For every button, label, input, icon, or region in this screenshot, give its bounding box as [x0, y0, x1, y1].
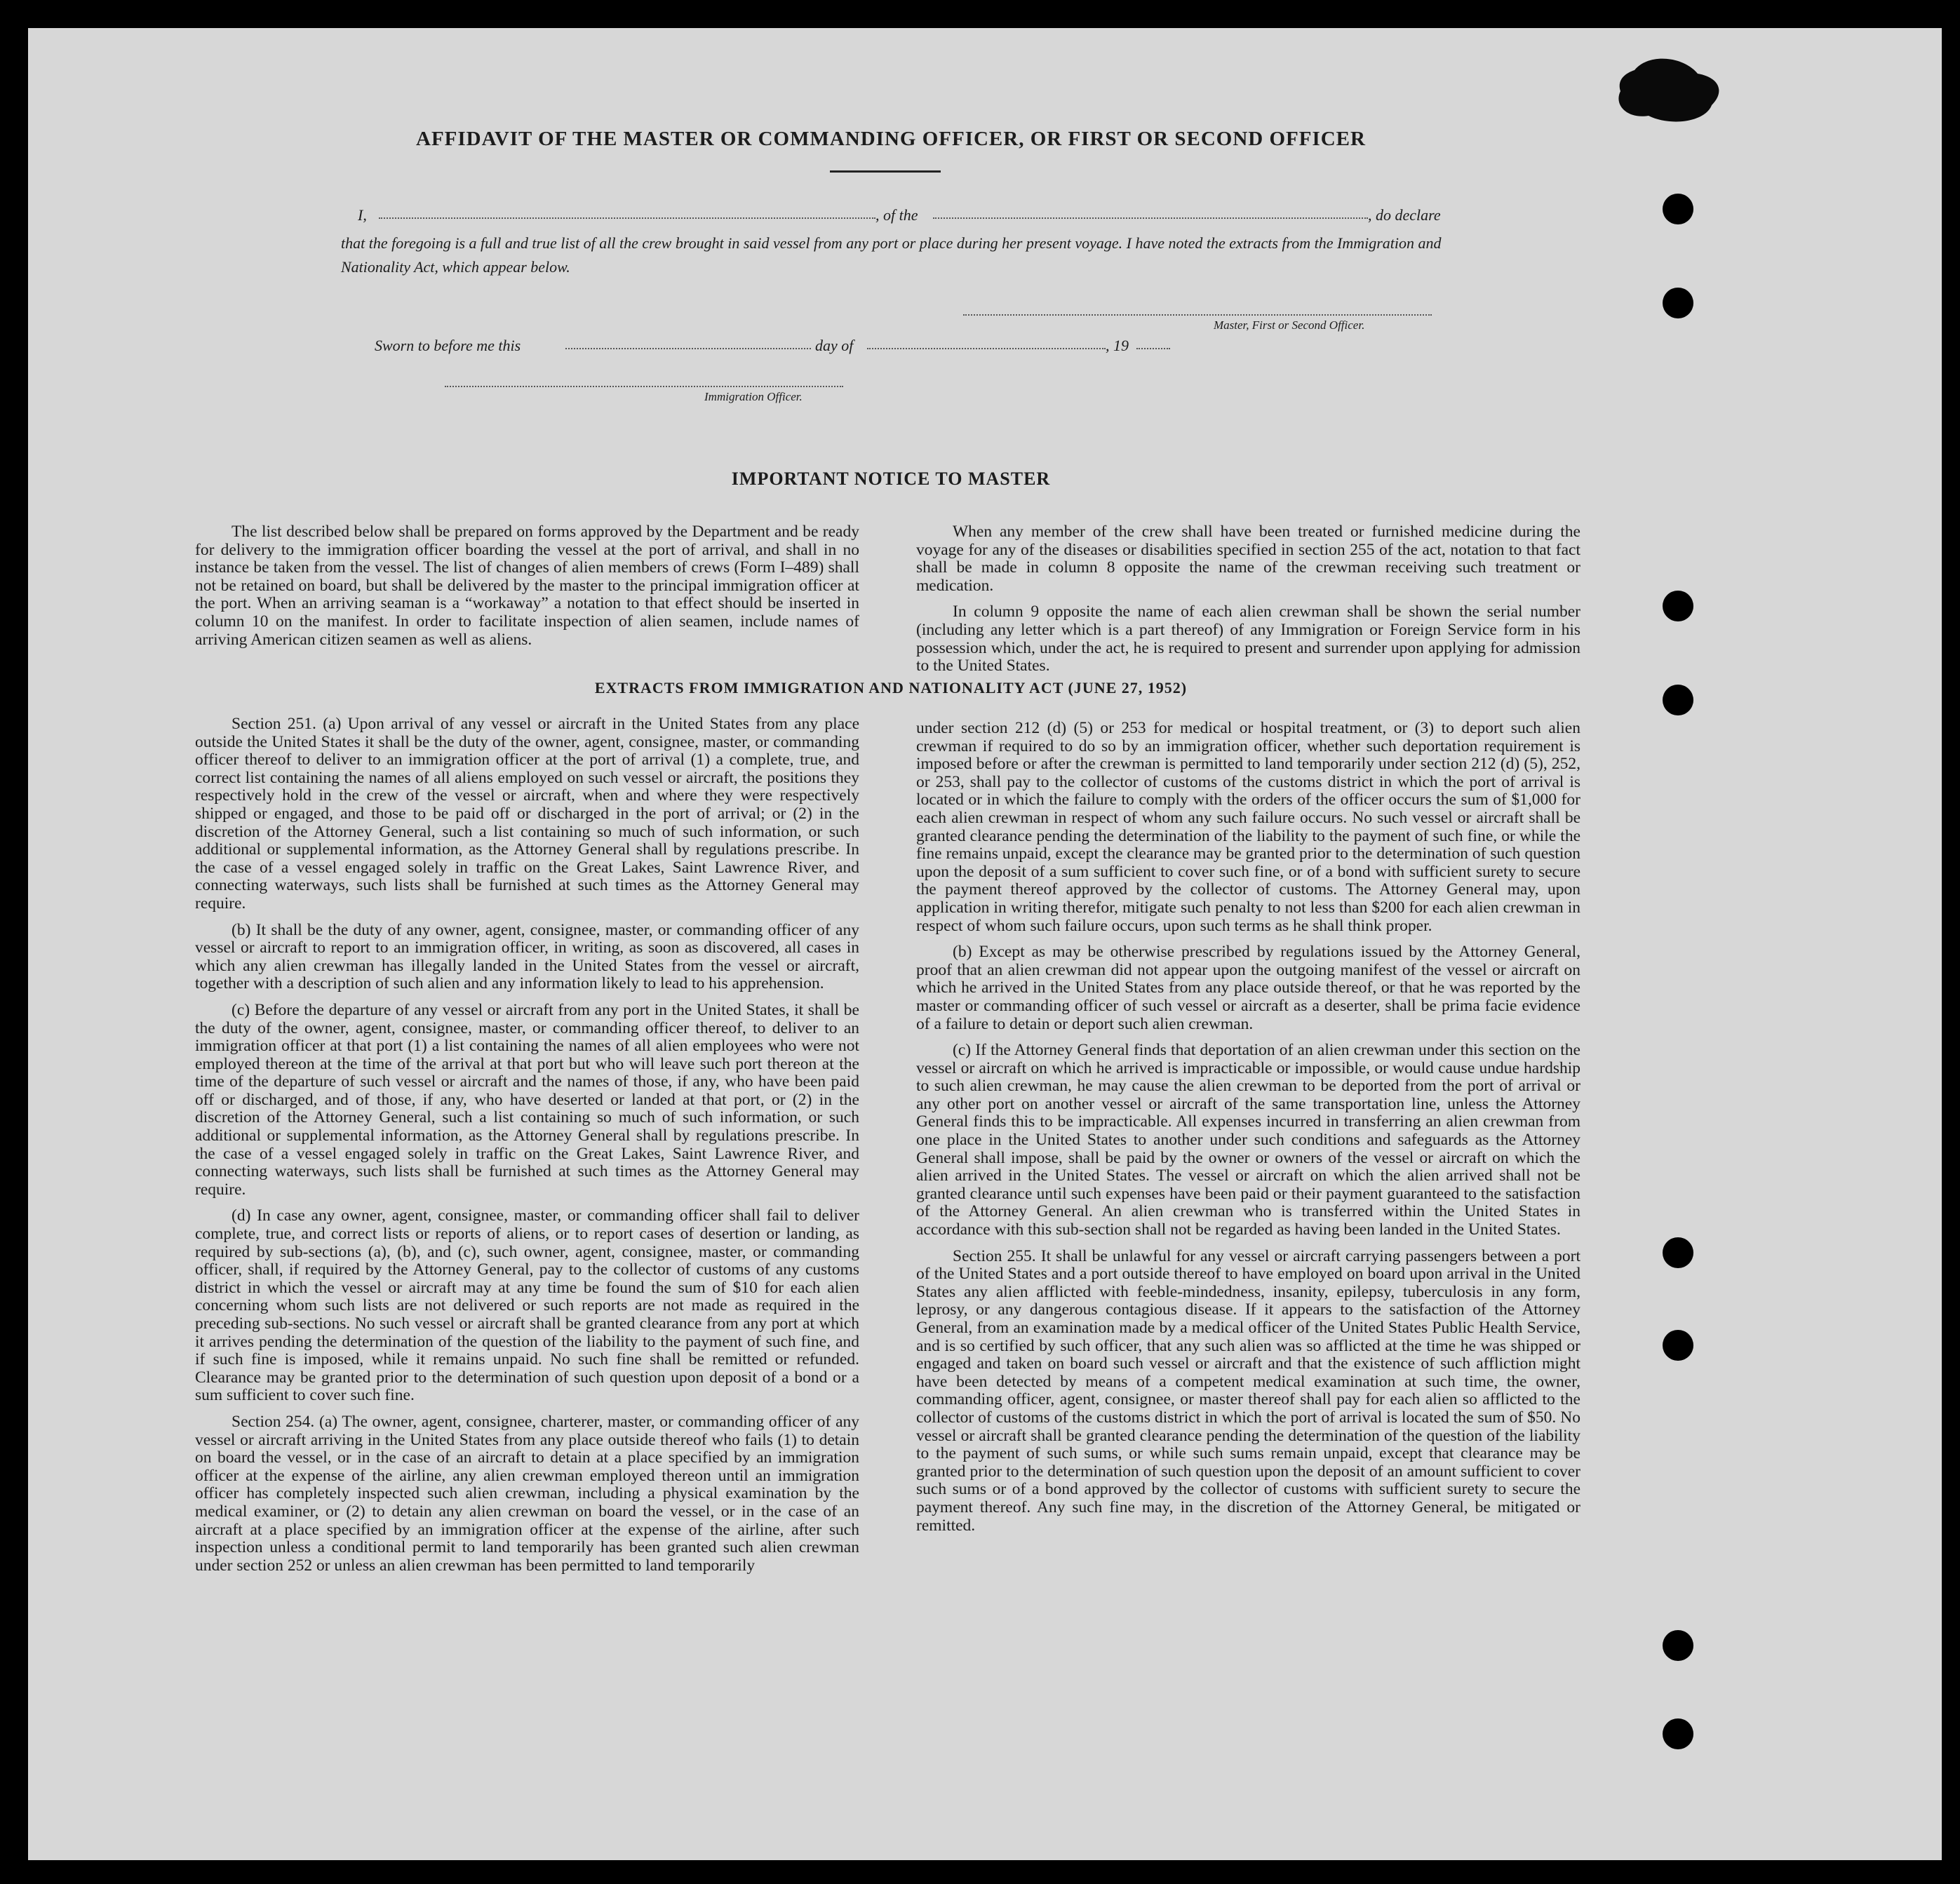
section-paragraph: (c) Before the departure of any vessel or aircraft from any port in the United States, it shall be the duty of the owner, agent, consignee, master, or commanding officer thereof, to deliver to an immigration officer at that port (1) a list containing the names of all alien employees who were not employed thereon at the time of the arrival at that port but who will leave such port thereon at the time of the departure of such vessel or aircraft and the names of those, if any, who have been paid off or discharged, and of those, if any, who have deserted or landed at that port, or (2) in the discretion of the Attorney General, such a list containing so much of such information, or such additional or supplemental information, as the Attorney General shall by regulations prescribe. In the case of a vessel engaged solely in traffic on the Great Lakes, Saint Lawrence River, and connecting waterways, such lists shall be furnished at such times as the Attorney General may require.: [195, 1000, 859, 1199]
section-paragraph: Section 255. It shall be unlawful for any vessel or aircraft carrying passengers between a port of the United States and a port outside thereof to have employed on board upon arrival in the United States any alien afflicted with feeble-mindedness, insanity, epilepsy, tuberculosis in any form, leprosy, or any dangerous contagious disease. If it appears to the satisfaction of the Attorney General, from an examination made by a medical officer of the United States Public Health Service, and is so certified by such officer, that any such alien was so afflicted at the time he was shipped or engaged and taken on board such vessel or aircraft and that the existence of such affliction might have been detected by means of a competent medical examination at such time, the owner, commanding officer, agent, consignee, or master thereof shall pay for each alien so afflicted to the collector of customs of the customs district in which the port of arrival is located the sum of $50. No vessel or aircraft shall be granted clearance pending the determination of the question of the liability to the payment of such sums, or while such sums remain unpaid, except that clearance may be granted prior to the determination of such question upon the deposit of an amount sufficient to cover such sums or of a bond approved by the collector of customs with sufficient surety to secure the payment thereof. Any such fine may, in the discretion of the Attorney General, be mitigated or remitted.: [916, 1246, 1580, 1535]
section-paragraph: (d) In case any owner, agent, consignee, master, or commanding officer shall fail to deliver complete, true, and correct lists or reports of aliens, or to report cases of desertion or landing, as required by sub-sections (a), (b), and (c), such owner, agent, consignee, master, or commanding officer, shall, if required by the Attorney General, pay to the collector of customs of any customs district in which the vessel or aircraft may at any time be found the sum of $10 for each alien concerning whom such lists are not delivered or such reports are not made as required in the preceding sub-sections. No such vessel or aircraft shall be granted clearance from any port at which it arrives pending the determination of the question of the liability to the payment of such fine, and if such fine is imposed, while it remains unpaid. No such fine shall be remitted or refunded. Clearance may be granted prior to the determination of such question upon deposit of a bond or a sum sufficient to cover such fine.: [195, 1206, 859, 1405]
vessel-field[interactable]: [933, 217, 1368, 219]
notice-right-column: [916, 523, 1580, 684]
section-paragraph: Section 254. (a) The owner, agent, consignee, charterer, master, or commanding officer of any vessel or aircraft arriving in the United States from any place outside thereof who fails (1) to detain on board the vessel, or in the case of an aircraft to detain at a place specified by an immigration officer at the expense of the airline, any alien crewman employed thereon until an immigration officer has completely inspected such alien crewman, including a physical examination by the medical examiner, or (2) to detain any alien crewman on board the vessel, or in the case of an aircraft at a place specified by an immigration officer at the expense of the airline, after such inspection unless a conditional permit to land temporarily has been granted such alien crewman under section 252 or unless an alien crewman has been permitted to land temporarily: [195, 1412, 859, 1575]
punch-hole-icon: [1663, 1718, 1693, 1749]
document-page: [28, 28, 1942, 1860]
punch-hole-icon: [1663, 685, 1693, 715]
officer-caption: Immigration Officer.: [704, 390, 803, 403]
extracts-right-column: [916, 720, 1580, 1543]
punch-hole-icon: [1663, 1330, 1693, 1361]
officer-signature-field[interactable]: [445, 386, 843, 387]
year-prefix-label: , 19: [1106, 337, 1129, 354]
affidavit-title: AFFIDAVIT OF THE MASTER OR COMMANDING OFFICER, OR FIRST OR SECOND OFFICER: [416, 128, 1366, 150]
master-caption: Master, First or Second Officer.: [1214, 318, 1365, 332]
section-paragraph: Section 251. (a) Upon arrival of any vessel or aircraft in the United States from any place outside the United States it shall be the duty of the owner, agent, consignee, master, or commanding officer thereof to deliver to an immigration officer at the port of arrival (1) a complete, true, and correct list containing the names of all aliens employed on such vessel or aircraft, the positions they respectively hold in the crew of the vessel or aircraft, when and where they were respectively shipped or engaged, and those to be paid off or discharged in the port of arrival; or (2) in the discretion of the Attorney General, such a list containing so much of such information, or such additional or supplemental information, as the Attorney General shall by regulations prescribe. In the case of a vessel engaged solely in traffic on the Great Lakes, Saint Lawrence River, and connecting waterways, such lists shall be furnished at such times as the Attorney General may require.: [195, 715, 859, 913]
section-paragraph: under section 212 (d) (5) or 253 for medical or hospital treatment, or (3) to deport such alien crewman if required to do so by an immigration officer, whether such deportation requirement is imposed before or after the crewman is permitted to land temporarily under section 212 (d) (5), 252, or 253, shall pay to the collector of customs of the customs district in which the port of arrival is located or in which the failure to comply with the orders of the officer occurs the sum of $1,000 for each alien crewman in respect of whom any such failure occurs. No such vessel or aircraft shall be granted clearance pending the determination of the liability to the payment of such fine, or while the fine remains unpaid, except the clearance may be granted prior to the determination of such question upon the deposit of a sum sufficient to cover such fine, or of a bond with sufficient surety to secure the payment thereof approved by the collector of customs. The Attorney General may, upon application in writing therefor, mitigate such penalty to not less than $200 for each alien crewman in respect of whom such failure occurs, upon such terms as he shall think proper.: [916, 719, 1580, 935]
notice-paragraph: When any member of the crew shall have been treated or furnished medicine during the voyage for any of the diseases or disabilities specified in section 255 of the act, notation to that fact shall be made in column 8 opposite the name of the crewman receiving such treatment or medication.: [916, 523, 1580, 595]
notice-paragraph: The list described below shall be prepared on forms approved by the Department and be ready for delivery to the immigration officer boarding the vessel at the port of arrival, and shall in no instance be taken from the vessel. The list of changes of alien members of crews (Form I–489) shall not be retained on board, but shall be delivered by the master to the principal immigration officer at the port. When an arriving seaman is a “workaway” a notation to that effect should be inserted in column 10 on the manifest. In order to facilitate inspection of alien seamen, include names of arriving American citizen seamen as well as aliens.: [195, 523, 859, 649]
notice-title: IMPORTANT NOTICE TO MASTER: [731, 469, 1051, 489]
ink-blot-mark: [1606, 49, 1733, 140]
punch-hole-icon: [1663, 1237, 1693, 1268]
i-label: I,: [358, 206, 367, 224]
section-paragraph: (b) It shall be the duty of any owner, agent, consignee, master, or commanding officer of any vessel or aircraft to report to an immigration officer, in writing, as soon as discovered, all cases in which any alien crewman has illegally landed in the United States from the vessel or aircraft, together with a description of such alien and any information likely to lead to his apprehension.: [195, 920, 859, 993]
of-the-label: , of the: [875, 206, 918, 224]
section-paragraph: (c) If the Attorney General finds that deportation of an alien crewman under this section on the vessel or aircraft on which he arrived is impracticable or impossible, or would cause undue hardship to such alien crewman, he may cause the alien crewman to be deported from the port of arrival or any other port on another vessel or aircraft of the same transportation line, unless the Attorney General finds this to be impracticable. All expenses incurred in transferring an alien crewman from one place in the United States to another under such conditions and safeguards as the Attorney General shall impose, shall be paid by the owner or owners of the vessel or aircraft on which the alien arrived in the United States. The vessel or aircraft on which the alien arrived shall not be granted clearance until such expenses have been paid or their payment guaranteed to the satisfaction of the Attorney General. An alien crewman who is transferred within the United States in accordance with this sub-section shall not be regarded as having been landed in the United States.: [916, 1041, 1580, 1239]
punch-hole-icon: [1663, 288, 1693, 318]
master-signature-field[interactable]: [963, 314, 1432, 316]
extracts-title: EXTRACTS FROM IMMIGRATION AND NATIONALITY ACT (JUNE 27, 1952): [594, 679, 1188, 697]
declaration-text: that the foregoing is a full and true list of all the crew brought in said vessel from any port or place during her present voyage. I have noted the extracts from the Immigration and Nationality Act, which appear below.: [341, 234, 1442, 276]
sworn-month-field[interactable]: [867, 348, 1106, 349]
sworn-label: Sworn to before me this: [375, 337, 521, 354]
year-field[interactable]: [1136, 348, 1170, 349]
day-of-label: day of: [815, 337, 854, 354]
section-paragraph: (b) Except as may be otherwise prescribed by regulations issued by the Attorney General, proof that an alien crewman did not appear upon the outgoing manifest of the vessel or aircraft on which he arrived in the United States from any place outside thereof, or that he was reported by the master or commanding officer of such vessel or aircraft as a deserter, shall be prima facie evidence of a failure to detain or deport such alien crewman.: [916, 943, 1580, 1033]
notice-left-column: [195, 523, 859, 657]
sworn-date-field[interactable]: [565, 348, 811, 349]
punch-hole-icon: [1663, 194, 1693, 224]
do-declare-label: , do declare: [1368, 206, 1441, 224]
punch-hole-icon: [1663, 1630, 1693, 1661]
punch-hole-icon: [1663, 591, 1693, 621]
extracts-left-column: [195, 715, 859, 1583]
notice-paragraph: In column 9 opposite the name of each alien crewman shall be shown the serial number (including any letter which is a part thereof) of any Immigration or Foreign Service form in his possession which, under the act, he is required to present and surrender upon applying for admission to the United States.: [916, 603, 1580, 675]
name-field[interactable]: [379, 217, 875, 219]
title-rule: [830, 170, 941, 173]
